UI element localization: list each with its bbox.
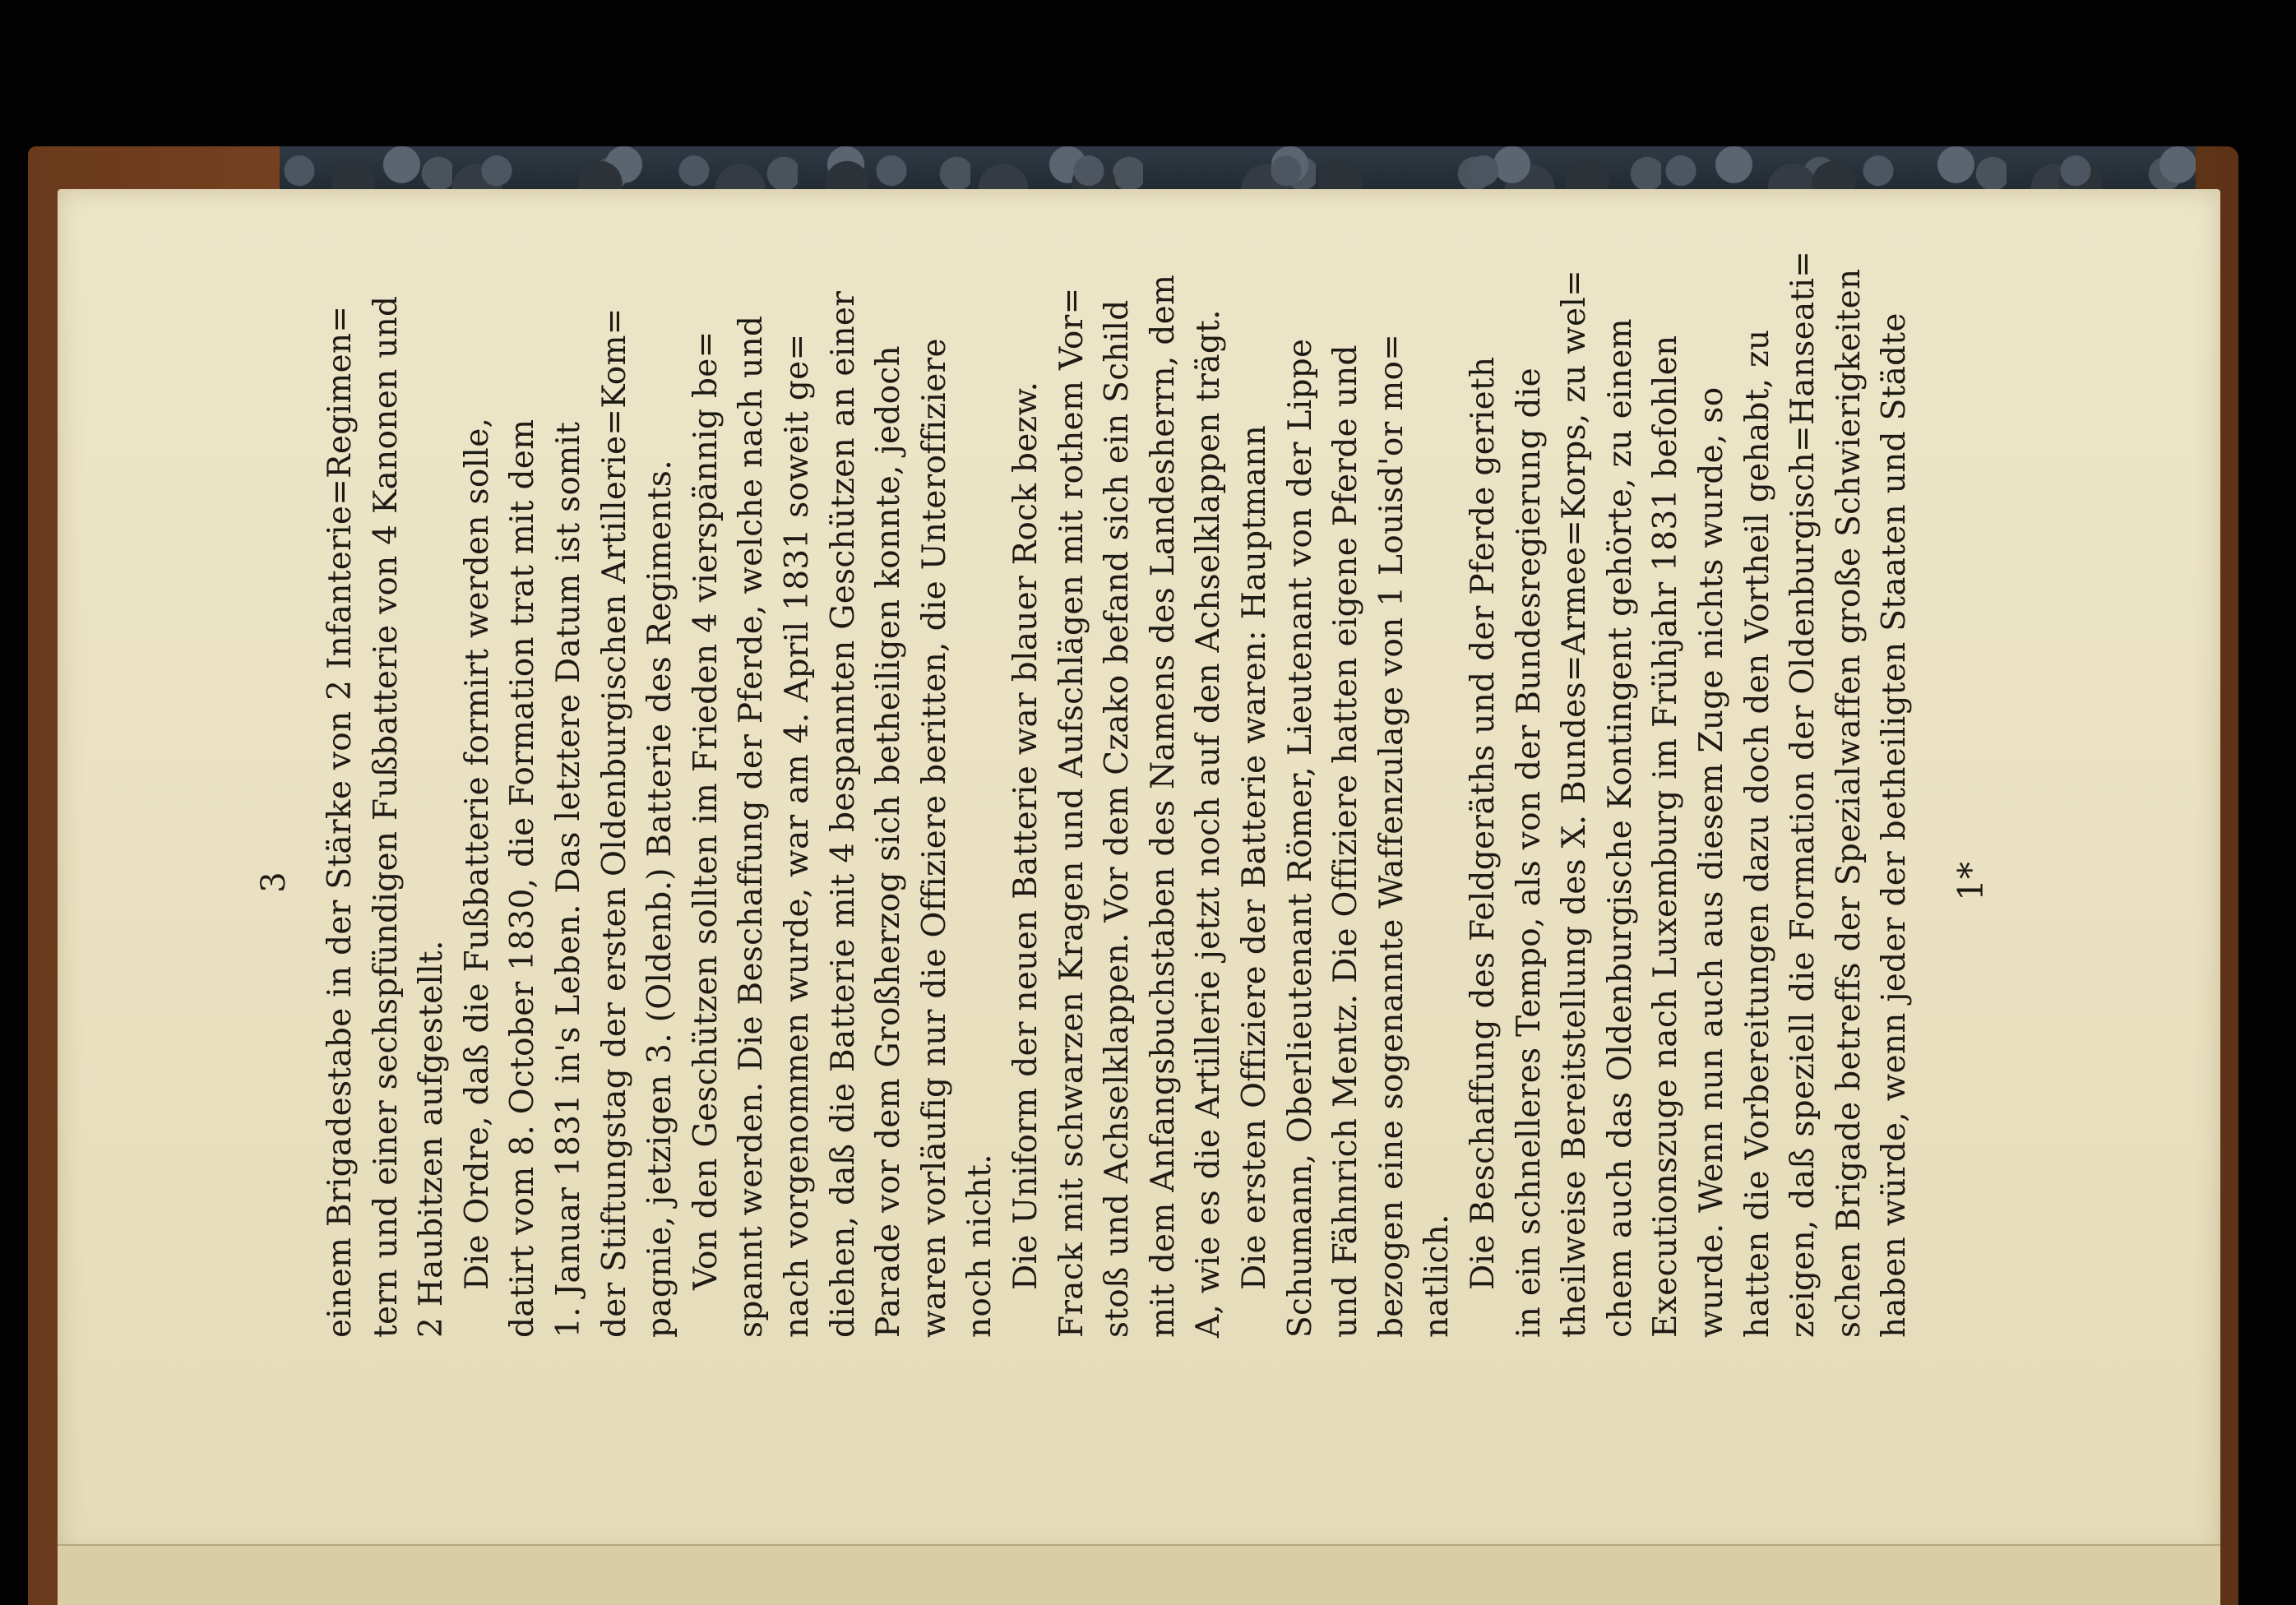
text-line: Die ersten Offiziere der Batterie waren: Hauptmann [1236,425,1273,1290]
text-line: pagnie, jetzigen 3. (Oldenb.) Batterie des Regiments. [641,460,679,1338]
printer-signature: 1* [1951,862,1991,901]
text-line: Parade vor dem Großherzog sich betheiligen konnte, jedoch [870,345,908,1338]
text-line: Executionszuge nach Luxemburg im Frühjahr 1831 befohlen [1647,335,1685,1338]
text-line: datirt vom 8. October 1830, die Formation trat mit dem [504,419,542,1338]
text-line: bezogen eine sogenannte Waffenzulage von 1 Louisd'or mo= [1373,333,1410,1338]
text-line: tern und einer sechspfündigen Fußbatterie von 4 Kanonen und [367,295,405,1338]
text-line: natlich. [1419,1214,1456,1338]
text-line: der Stiftungstag der ersten Oldenburgischen Artillerie=Kom= [595,308,633,1338]
text-line: Die Uniform der neuen Batterie war blauer Rock bezw. [1007,381,1044,1290]
text-line: Die Beschaffung des Feldgeräths und der Pferde gerieth [1465,356,1502,1290]
text-line: 2 Haubitzen aufgestellt. [413,940,451,1338]
text-line: schen Brigade betreffs der Spezialwaffen große Schwierigkeiten [1830,268,1868,1338]
text-line: mit dem Anfangsbuchstaben des Namens des Landesherrn, dem [1144,274,1182,1338]
text-line: theilweise Bereitstellung des X. Bundes=Armee=Korps, zu wel= [1556,269,1594,1338]
text-line: in ein schnelleres Tempo, als von der Bundesregierung die [1510,368,1548,1338]
text-line: einem Brigadestabe in der Stärke von 2 Infanterie=Regimen= [322,305,359,1338]
page-number: 3 [255,870,293,893]
text-line: waren vorläufig nur die Offiziere beritten, die Unteroffiziere [915,338,953,1338]
text-line: Frack mit schwarzen Kragen und Aufschlägen mit rothem Vor= [1053,287,1090,1338]
lower-page-edge [58,1544,2220,1605]
text-line: diehen, daß die Batterie mit 4 bespannten Geschützen an einer [824,290,862,1338]
text-line: noch nicht. [961,1154,999,1338]
text-line: 1. Januar 1831 in's Leben. Das letztere Datum ist somit [550,421,587,1338]
text-line: stoß und Achselklappen. Vor dem Czako befand sich ein Schild [1099,299,1136,1338]
text-line: wurde. Wenn nun auch aus diesem Zuge nichts wurde, so [1693,386,1730,1338]
text-line: zeigen, daß speziell die Formation der Oldenburgisch=Hanseati= [1784,250,1822,1338]
text-line: chem auch das Oldenburgische Kontingent gehörte, zu einem [1601,318,1639,1338]
text-line: spannt werden. Die Beschaffung der Pferde, welche nach und [733,315,771,1338]
text-line: und Fähnrich Mentz. Die Offiziere hatten eigene Pferde und [1327,345,1365,1338]
text-line: Schumann, Oberlieutenant Römer, Lieutenant von der Lippe [1281,338,1319,1338]
text-line: Die Ordre, daß die Fußbatterie formirt werden solle, [458,417,496,1290]
text-line: Von den Geschützen sollten im Frieden 4 vierspännig be= [687,331,724,1290]
text-line: haben würde, wenn jeder der betheiligten Staaten und Städte [1876,312,1914,1338]
text-line: nach vorgenommen wurde, war am 4. April 1831 soweit ge= [779,333,816,1338]
text-line: A, wie es die Artillerie jetzt noch auf den Achselklappen trägt. [1190,309,1228,1338]
page-text-block [255,250,1991,1338]
text-line: hatten die Vorbereitungen dazu doch den Vortheil gehabt, zu [1738,329,1776,1338]
